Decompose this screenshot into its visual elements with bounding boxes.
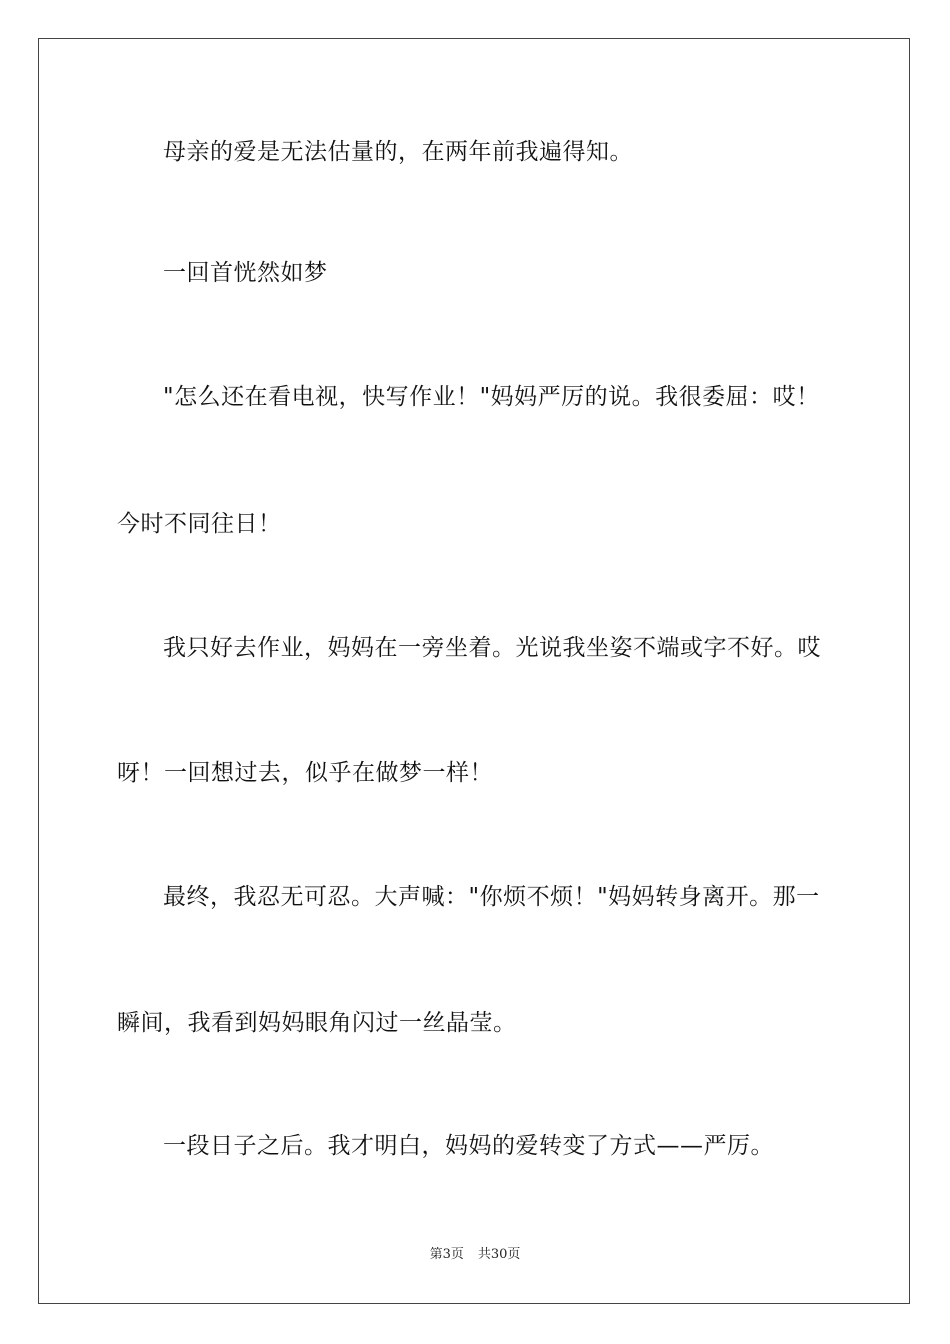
paragraph-line: 瞬间，我看到妈妈眼角闪过一丝晶莹。 [117,1010,517,1036]
page-footer [0,1246,950,1264]
paragraph-line: 呀！一回想过去，似乎在做梦一样！ [117,760,493,786]
paragraph-line: 母亲的爱是无法估量的，在两年前我遍得知。 [163,139,633,165]
paragraph-line: 我只好去作业，妈妈在一旁坐着。光说我坐姿不端或字不好。哎 [163,635,821,661]
paragraph-line: 一段日子之后。我才明白，妈妈的爱转变了方式——严厉。 [163,1133,774,1159]
page-total: 共30页 [477,1247,521,1262]
page-number: 第3页 [429,1247,464,1262]
paragraph-line: 今时不同往日！ [117,511,282,537]
page-border [38,38,910,1304]
paragraph-line: 最终，我忍无可忍。大声喊："你烦不烦！"妈妈转身离开。那一 [163,884,820,910]
paragraph-line: "怎么还在看电视，快写作业！"妈妈严厉的说。我很委屈：哎！ [163,384,820,410]
paragraph-line: 一回首恍然如梦 [163,260,328,286]
